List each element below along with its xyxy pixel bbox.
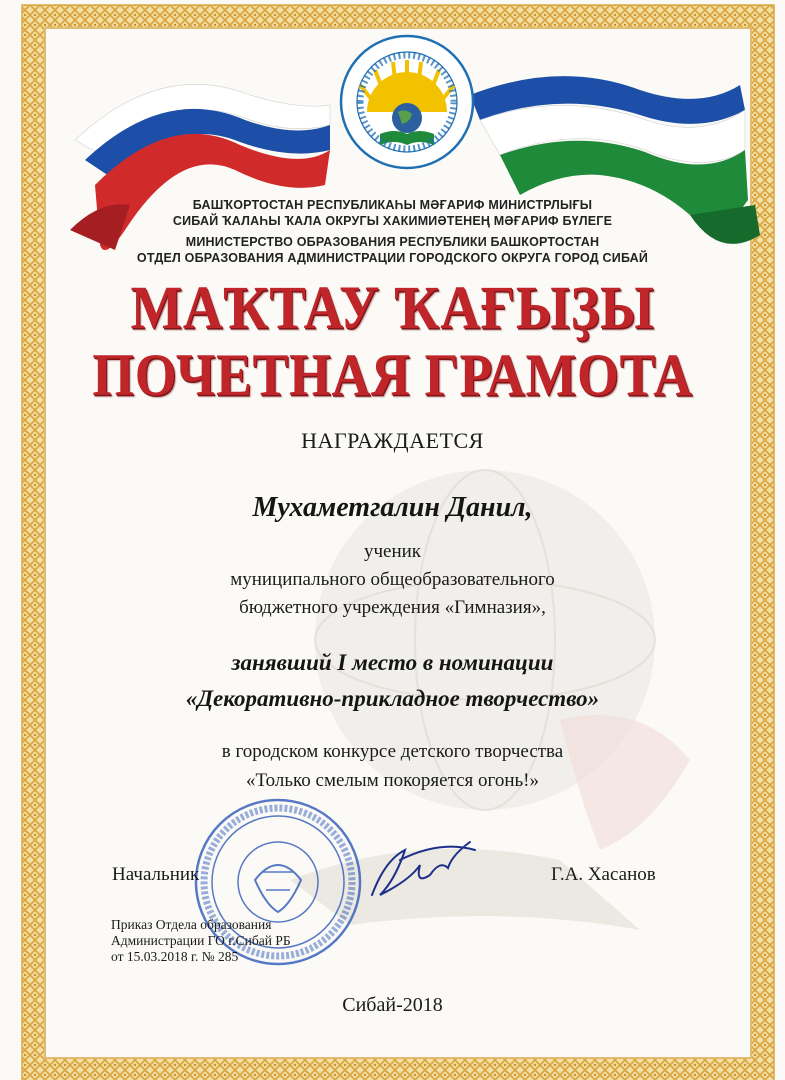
signatory-position: Начальник (112, 864, 200, 885)
header-line-ministry: МИНИСТЕРСТВО ОБРАЗОВАНИЯ РЕСПУБЛИКИ БАШКОРТОСТАН (185, 235, 600, 249)
header-line-bashkir-department: СИБАЙ ҠАЛАҺЫ ҠАЛА ОКРУГЫ ХАКИМИӘТЕНЕҢ МӘҒАРИФ БҮЛЕГЕ (172, 214, 613, 228)
city-year: Сибай-2018 (342, 994, 443, 1016)
contest-line-2: «Только смелым покоряется огонь!» (245, 770, 540, 791)
signatory-name: Г.А. Хасанов (551, 864, 656, 885)
contest-line-1: в городском конкурсе детского творчества (221, 741, 564, 762)
header-line-bashkir-ministry: БАШҠОРТОСТАН РЕСПУБЛИКАҺЫ МӘҒАРИФ МИНИСТРЛЫҒЫ (192, 198, 593, 212)
achievement-line-2: «Декоративно-прикладное творчество» (185, 686, 600, 711)
school-line-1: муниципального общеобразовательного (230, 569, 555, 590)
achievement-line-1: занявший I место в номинации (231, 650, 554, 675)
award-label: НАГРАЖДАЕТСЯ (301, 428, 484, 453)
header-line-department: ОТДЕЛ ОБРАЗОВАНИЯ АДМИНИСТРАЦИИ ГОРОДСКОГО ОКРУГА ГОРОД СИБАЙ (136, 251, 649, 265)
order-reference (111, 917, 291, 965)
order-line-1: Приказ Отдела образования (111, 917, 272, 932)
title-bashkir: МАҠТАУ ҠАҒЫҘЫ (130, 273, 655, 342)
title-russian: ПОЧЕТНАЯ ГРАМОТА (92, 341, 693, 409)
order-line-3: от 15.03.2018 г. № 285 (111, 949, 239, 964)
order-line-2: Администрации ГО г.Сибай РБ (111, 933, 291, 948)
recipient-role: ученик (363, 541, 422, 562)
school-line-2: бюджетного учреждения «Гимназия», (239, 597, 546, 618)
recipient-name: Мухаметгалин Данил, (252, 492, 533, 523)
